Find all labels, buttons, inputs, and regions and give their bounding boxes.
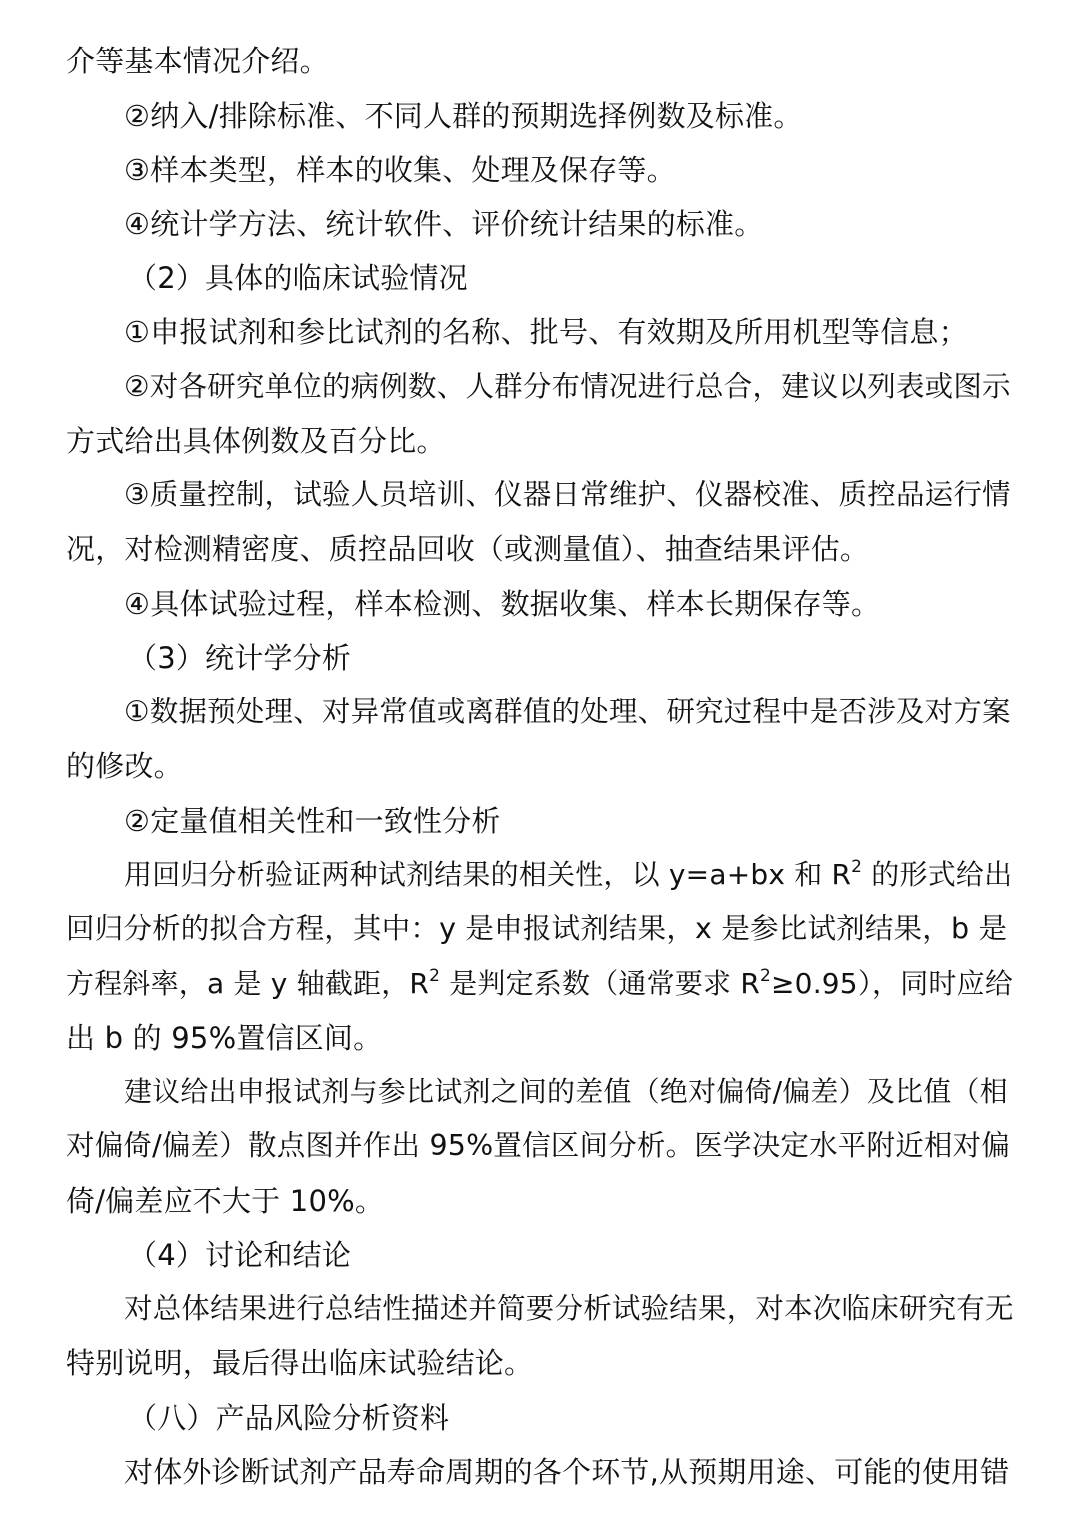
text-line: 对偏倚/偏差）散点图并作出 95%置信区间分析。医学决定水平附近相对偏 — [66, 1129, 1011, 1162]
text-line: 对体外诊断试剂产品寿命周期的各个环节,从预期用途、可能的使用错 — [124, 1455, 1010, 1489]
text-line: ①数据预处理、对异常值或离群值的处理、研究过程中是否涉及对方案 — [124, 695, 1011, 728]
text-fragment: 用回归分析验证两种试剂结果的相关性，以 y=a+bx 和 R — [124, 858, 852, 891]
text-line: 出 b 的 95%置信区间。 — [66, 1021, 383, 1055]
text-fragment: 的形式给出 — [862, 858, 1013, 891]
text-line: 回归分析的拟合方程，其中：y 是申报试剂结果，x 是参比试剂结果，b 是 — [66, 912, 1008, 945]
text-line: ②纳入/排除标准、不同人群的预期选择例数及标准。 — [124, 99, 803, 133]
text-line: 的修改。 — [66, 749, 183, 783]
section-heading: （2）具体的临床试验情况 — [128, 261, 468, 295]
text-line: ②对各研究单位的病例数、人群分布情况进行总合，建议以列表或图示 — [124, 370, 1011, 403]
section-heading: （3）统计学分析 — [128, 641, 352, 675]
text-line: 方式给出具体例数及百分比。 — [66, 424, 446, 458]
superscript: 2 — [851, 857, 863, 877]
text-line — [66, 964, 1013, 1004]
text-line: 对总体结果进行总结性描述并简要分析试验结果，对本次临床研究有无 — [124, 1292, 1014, 1325]
text-line: 特别说明，最后得出临床试验结论。 — [66, 1346, 534, 1380]
superscript: 2 — [759, 966, 772, 986]
text-fragment: 是判定系数（通常要求 R — [440, 967, 760, 1000]
text-line: ④统计学方法、统计软件、评价统计结果的标准。 — [124, 207, 764, 241]
text-line: 建议给出申报试剂与参比试剂之间的差值（绝对偏倚/偏差）及比值（相 — [124, 1075, 1008, 1108]
section-heading: （八）产品风险分析资料 — [128, 1401, 450, 1435]
text-line: ③样本类型，样本的收集、处理及保存等。 — [124, 153, 676, 187]
superscript: 2 — [429, 966, 441, 986]
text-line: ①申报试剂和参比试剂的名称、批号、有效期及所用机型等信息； — [124, 315, 968, 349]
text-line: ④具体试验过程，样本检测、数据收集、样本长期保存等。 — [124, 587, 881, 621]
section-heading: （4）讨论和结论 — [128, 1238, 352, 1272]
text-fragment: ≥0.95），同时应给 — [771, 967, 1014, 1000]
text-line: 介等基本情况介绍。 — [66, 44, 329, 78]
text-line: 倚/偏差应不大于 10%。 — [66, 1184, 385, 1218]
text-line: ②定量值相关性和一致性分析 — [124, 804, 501, 838]
text-line — [124, 855, 1012, 895]
text-fragment: 方程斜率，a 是 y 轴截距，R — [66, 967, 430, 1000]
text-line: 况，对检测精密度、质控品回收（或测量值）、抽查结果评估。 — [66, 532, 870, 566]
text-line: ③质量控制，试验人员培训、仪器日常维护、仪器校准、质控品运行情 — [124, 478, 1011, 511]
